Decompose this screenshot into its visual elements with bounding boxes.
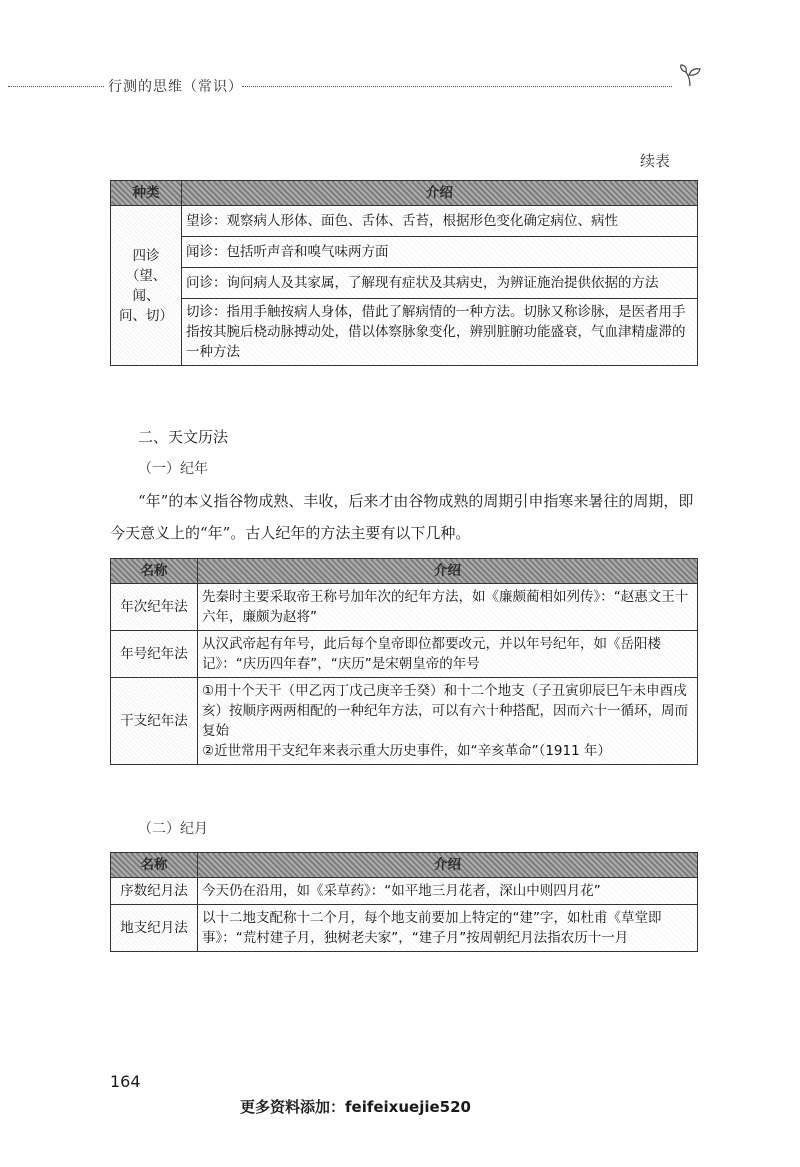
footer-contact-note: 更多资料添加：feifeixuejie520 [240, 1098, 471, 1116]
table-header-cell: 种类 [111, 181, 182, 206]
table-year-methods [110, 558, 698, 765]
table-month-methods [110, 852, 698, 952]
table-row [111, 631, 698, 678]
subsection-heading-month: （二）纪月 [138, 821, 208, 837]
table-header-cell: 介绍 [182, 181, 698, 206]
category-line: （望、闻、 [125, 267, 167, 304]
table-header-cell: 名称 [111, 559, 198, 584]
leaf-sprout-icon [678, 62, 704, 92]
name-cell: 年次纪年法 [111, 584, 198, 631]
table-header-row [111, 559, 698, 584]
header-rule-right [242, 86, 672, 87]
description-cell [198, 678, 698, 765]
section-heading: 二、天文历法 [138, 428, 229, 446]
table-row [111, 905, 698, 952]
table-row [111, 299, 698, 366]
description-cell: 问诊：询问病人及其家属，了解现有症状及其病史，为辨证施治提供依据的方法 [182, 268, 698, 299]
table-row [111, 678, 698, 765]
body-paragraph: “年”的本义指谷物成熟、丰收，后来才由谷物成熟的周期引申指寒来暑往的周期，即今天意义上的“年”。古人纪年的方法主要有以下几种。 [110, 492, 694, 542]
description-cell: 先秦时主要采取帝王称号加年次的纪年方法，如《廉颇蔺相如列传》：“赵惠文王十六年，廉颇为赵将” [198, 584, 698, 631]
description-cell: 今天仍在沿用，如《采草药》：“如平地三月花者，深山中则四月花” [198, 878, 698, 905]
category-line: 问、切） [119, 307, 173, 324]
description-cell: 从汉武帝起有年号，此后每个皇帝即位都要改元，并以年号纪年，如《岳阳楼记》：“庆历四年春”，“庆历”是宋朝皇帝的年号 [198, 631, 698, 678]
name-cell: 序数纪月法 [111, 878, 198, 905]
name-cell: 干支纪年法 [111, 678, 198, 765]
table-header-cell: 介绍 [198, 559, 698, 584]
page-number: 164 [110, 1072, 141, 1091]
table-row [111, 878, 698, 905]
table-header-cell: 介绍 [198, 853, 698, 878]
subsection-heading-year: （一）纪年 [138, 461, 208, 477]
header-rule-left [8, 86, 104, 87]
table-row [111, 268, 698, 299]
description-cell: 切诊：指用手触按病人身体，借此了解病情的一种方法。切脉又称诊脉，是医者用手指按其腕后桡动脉搏动处，借以体察脉象变化，辨别脏腑功能盛衰，气血津精虚滞的一种方法 [182, 299, 698, 366]
description-cell: 闻诊：包括听声音和嗅气味两方面 [182, 237, 698, 268]
category-line: 四诊 [132, 247, 160, 264]
table-header-row [111, 181, 698, 206]
description-cell: 望诊：观察病人形体、面色、舌体、舌苔，根据形色变化确定病位、病性 [182, 206, 698, 237]
table-row [111, 206, 698, 237]
description-line: ①用十个天干（甲乙丙丁戊己庚辛壬癸）和十二个地支（子丑寅卯辰巳午未申酉戌亥）按顺序两两相配的一种纪年方法，可以有六十种搭配，因而六十一循环，周而复始 [202, 683, 688, 739]
table-header-row [111, 853, 698, 878]
continued-table-label: 续表 [640, 152, 671, 170]
table-row [111, 584, 698, 631]
table-four-diagnoses [110, 180, 698, 366]
table-row [111, 237, 698, 268]
running-header-title: 行测的思维（常识） [108, 79, 243, 95]
category-cell [111, 206, 182, 366]
description-line: ②近世常用干支纪年来表示重大历史事件，如“辛亥革命”（1911 年） [202, 743, 611, 759]
name-cell: 年号纪年法 [111, 631, 198, 678]
description-cell: 以十二地支配称十二个月，每个地支前要加上特定的“建”字，如杜甫《草堂即事》：“荒村建子月，独树老夫家”，“建子月”按周朝纪月法指农历十一月 [198, 905, 698, 952]
name-cell: 地支纪月法 [111, 905, 198, 952]
table-header-cell: 名称 [111, 853, 198, 878]
